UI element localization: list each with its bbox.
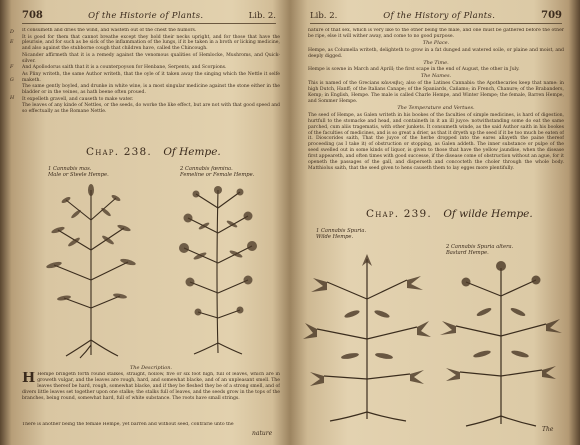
chapter-title: Of wilde Hempe. [443,208,533,220]
chapter-number: Chap. 238. [86,146,152,158]
description-heading: The Description. [129,365,173,371]
figure-caption: 2 Cannabis fœmina. Femeline or Female Hempe. [180,166,255,179]
left-running-head [22,10,276,24]
right-text-body [308,28,564,200]
margin-letter: G [10,78,14,83]
right-page [296,0,572,445]
temperature-heading: The Temperature and Vertues. [397,104,475,111]
paragraph: The seed of Hempe, as Galen writeth in his bookes of the faculties of simple medicines, is hard of digestion, hurtfull to the stomacke and head, and containeth in it an ill juyce: notwithstanding some do eat the same parched, cum aliis tragematis, with other junkets. It consumeth winde, as the said Author saith in his bookes of the faculties of medicines, and is so great a drier, as that it dryeth up the seed if it be too much be eaten of it. Dioscorides saith, That the juyce of the herbe dropped into the eares allayeth the paine thereof proceeding (as I take it) of obstruction or stopping, as Galen addeth. The inner substance or pulpe of the seed swelled out in some kinds of liquor, is given to those that have the yellow jaundise, when the disease first appeareth, and often times with good successe, if the disease come of obstruction without an ague, for it openeth the passages of the gall, and disperseth and concocteth the choler through the whole body. Matthiolus saith, that the seed given to hens causeth them to lay egges more plentifully. [308,112,564,171]
paragraph: And Apollodorus saith that it is a counterpoyson for Henbane, Serpents, and Scorpions. [22,65,227,71]
time-heading: The Time. [423,59,449,66]
description-text: H Hempe bringeth forth round stalkes, straight, hollow, five or six foot high, full of leaves, which are in groweth vulgar, and the leaves are rough, hard, and somewhat blacke, and of an unpleasant smell. The leaves thereof be hard, rough, somewhat blacke, and if they be fleshed they be of a strong smell, and of divers little leaves set together upon one stalke; the stalks full of leaves, and the seeds grow in the tops of the branches, being round, somewhat hard, full of white substance. The roots have small strings. [22,372,280,401]
margin-letter: F [10,65,14,70]
paragraph: Hempe, as Columella writeth, delighteth to grow in a fat dunged and watered soile, or plaine and moist, and deeply digged. [308,47,564,59]
names-heading: The Names. [420,73,452,80]
catchword: nature [252,430,273,437]
paragraph: The leaves of any kinde of Nettles, or the seeds, do worke the like effect, but are not with that good speed and so effectually as the Romane Nettle. [22,103,280,114]
wilde-hempe-woodcut [302,244,432,424]
female-hempe-woodcut [168,178,268,358]
figure-caption: 2 Cannabis Spuria altera. Bastard Hempe. [446,244,514,257]
paragraph: It expelleth gravell, and causeth to make water. [22,96,134,102]
plant-illustration-icon [436,256,566,428]
place-heading: The Place. [422,39,450,46]
male-hempe-woodcut [36,180,146,360]
right-page-number: 709 [541,10,562,21]
paragraph: It consumeth and dries the wind, and wasteth out of the chest the humors. [22,28,197,33]
paragraph: It is good for them that cannot breathe except they hold their necks upright, and for those that have the pleurisie, and for such as be sick of the inflammation of the lungs, if it be taken in a broth or licking medicine, and also against the stubborne cough that children have, called the Chincough. [22,34,280,52]
margin-letter: H [10,96,15,101]
chapter-heading [366,208,533,220]
paragraph: The same gently boyled, and drunke in white wine, is a most singular medicine against the stone either in the bladder or in the veines, as hath beene often proued. [22,84,280,96]
catchword: The [542,426,554,433]
right-running-title: Of the History of Plants. [383,11,496,21]
paragraph: This is named of the Grecians κάνναβις; also of the Latines Cannabis: the Apothecaries keep that name: in high Dutch, Hanff; of the Italians Canape; of the Spaniards, Cañamo; in French, Chanure; of the Brabanders, Kemp; in English, Hempe. The male is called Charle Hempe, and Winter Hempe; the female, Barren Hempe, and Sommer Hempe. [308,81,564,104]
paragraph: Nicander affirmeth that it is a remedy against the venomous qualities of Hemlocke, Mushroms, and Quick-silver. [22,52,280,64]
left-running-title: Of the Historie of Plants. [88,11,204,21]
paragraph: As Pliny writeth, the same Author writeth, that the oyle of it taken away the singing which the Nettle it selfe maketh. [22,71,280,83]
right-book-label: Lib. 2. [310,11,338,21]
chapter-title: Of Hempe. [163,146,221,158]
left-page-number: 708 [22,10,43,21]
left-page [8,0,286,445]
left-book-label: Lib. 2. [248,11,276,21]
right-running-head [310,10,562,24]
bastard-hempe-woodcut [436,256,566,428]
left-opening-text [22,28,280,138]
plant-illustration-icon [168,178,268,358]
figure-caption: 1 Cannabis mas. Male or Steele Hempe. [48,166,109,179]
drop-cap: H [22,372,36,386]
plant-illustration-icon [302,244,432,424]
figure-caption: 1 Cannabis Spuria. Wilde Hempe. [316,228,367,241]
chapter-number: Chap. 239. [366,208,432,220]
paragraph: nature of that sex, which is very like to the other being the male, and one must be gathered before the other be ripe, else it will wither away, and come to no good purpose. [308,28,564,39]
margin-letter: D [10,30,14,35]
margin-letter: E [10,40,14,45]
chapter-heading [86,146,221,158]
paragraph: Hempe is sowne in March and Aprill; the first scape in the end of August, the other in July. [308,67,520,73]
plant-illustration-icon [36,180,146,360]
final-line: There is another being the female Hempe, yet barren and without seed, contrarie unto the [22,422,234,427]
